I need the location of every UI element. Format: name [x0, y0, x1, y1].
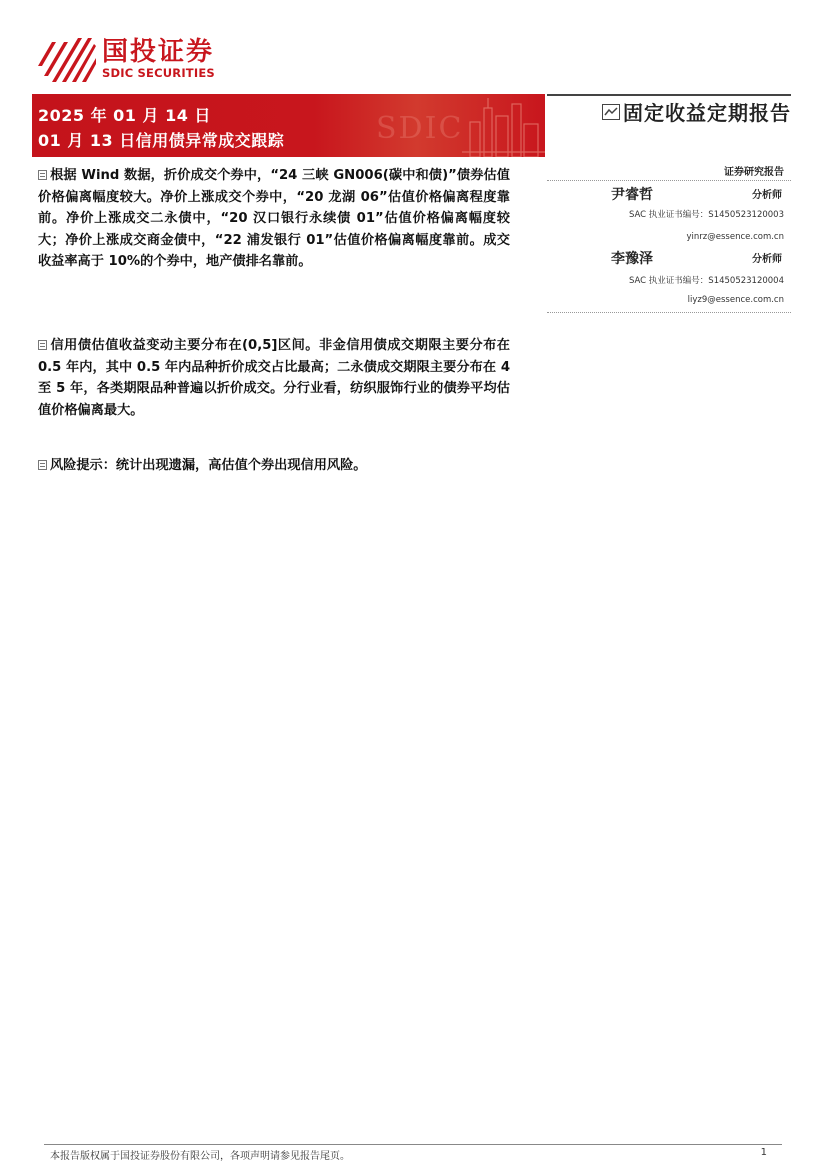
bullet-icon	[38, 460, 47, 470]
divider	[547, 312, 791, 313]
sdic-logo-icon	[38, 36, 96, 82]
footer-disclaimer: 本报告版权属于国投证券股份有限公司，各项声明请参见报告尾页。	[50, 1151, 350, 1162]
brand-name-en: SDIC SECURITIES	[102, 66, 215, 80]
line-chart-icon	[602, 104, 620, 120]
title-banner	[32, 94, 545, 157]
analyst-email[interactable]: liyz9@essence.com.cn	[687, 295, 784, 305]
svg-text:SDIC: SDIC	[376, 111, 464, 146]
summary-paragraph: 信用债估值收益变动主要分布在(0,5]区间。非金信用债成交期限主要分布在 0.5 年内，其中 0.5 年内品种折价成交占比最高；二永债成交期限主要分布在 4 至 5 年，各类期限品种普遍以折价成交。分行业看，纺织服饰行业的债券平均估值价格偏离最大。	[38, 338, 510, 418]
brand-name-cn: 国投证券	[102, 37, 215, 67]
company-logo	[38, 36, 215, 82]
risk-warning: 风险提示：统计出现遗漏，高估值个券出现信用风险。	[38, 455, 510, 477]
city-skyline-watermark-icon	[362, 94, 545, 157]
analyst-cert: SAC 执业证书编号：S1450523120003	[628, 210, 784, 220]
report-type-header	[547, 94, 791, 127]
report-date: 2025 年 01 月 14 日	[38, 106, 211, 125]
analyst-name: 尹睿哲	[611, 187, 653, 203]
footer-divider	[44, 1144, 782, 1145]
summary-paragraph: 根据 Wind 数据，折价成交个券中，“24 三峡 GN006(碳中和债)”债券估值价格偏离幅度较大。净价上涨成交个券中，“20 龙湖 06”估值价格偏离程度靠前。净价上涨成交二永债中，“20 汉口银行永续债 01”估值价格偏离幅度较大；净价上涨成交商金债中，“22 浦发银行 01”估值价格偏离幅度靠前。成交收益率高于 10%的个券中，地产债排名靠前。	[38, 168, 510, 269]
research-category: 证券研究报告	[724, 167, 784, 178]
divider	[547, 180, 791, 181]
analyst-role: 分析师	[752, 254, 782, 265]
analyst-cert: SAC 执业证书编号：S1450523120004	[628, 276, 784, 286]
report-title: 01 月 13 日信用债异常成交跟踪	[38, 131, 285, 150]
analyst-email[interactable]: yinrz@essence.com.cn	[686, 232, 784, 242]
report-type-label: 固定收益定期报告	[623, 101, 791, 125]
bullet-icon	[38, 170, 47, 180]
analyst-name: 李豫泽	[611, 251, 653, 267]
bullet-icon	[38, 340, 47, 350]
page-number: 1	[760, 1147, 767, 1158]
analyst-role: 分析师	[752, 190, 782, 201]
